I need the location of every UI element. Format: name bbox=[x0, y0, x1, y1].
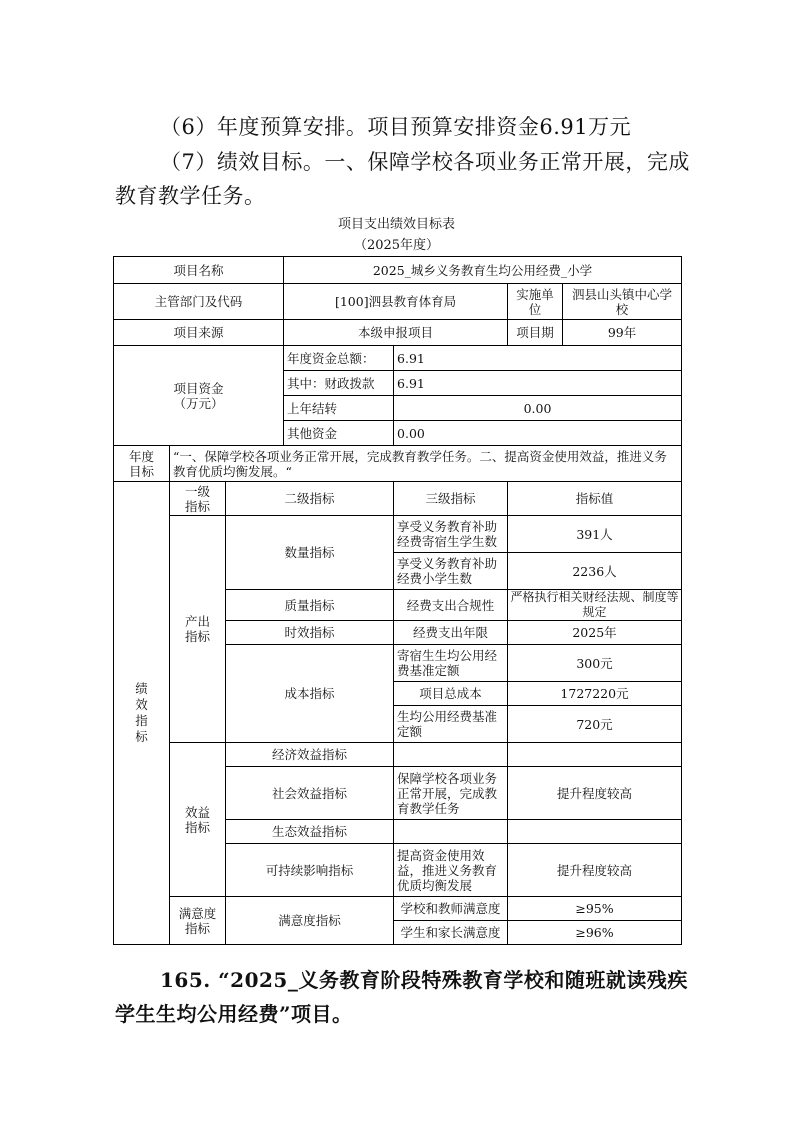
project-name-label: 项目名称 bbox=[114, 257, 284, 284]
social-name: 保障学校各项业务正常开展，完成教育教学任务 bbox=[394, 767, 508, 820]
funds-fiscal-label: 其中：财政拨款 bbox=[284, 371, 394, 396]
funds-carryover-label: 上年结转 bbox=[284, 396, 394, 421]
eco-name bbox=[394, 820, 508, 844]
eco-value bbox=[508, 820, 682, 844]
funds-other-label: 其他资金 bbox=[284, 421, 394, 446]
output-indicators-label: 产出指标 bbox=[170, 516, 226, 743]
project-name-value: 2025_城乡义务教育生均公用经费_小学 bbox=[284, 257, 682, 284]
funds-other-value: 0.00 bbox=[394, 421, 682, 446]
header-level1: 一级指标 bbox=[170, 482, 226, 516]
satisfaction-name: 学生和家长满意度 bbox=[394, 921, 508, 945]
paragraph-goal-line2: 教育教学任务。 bbox=[115, 184, 266, 208]
sustain-name: 提高资金使用效益，推进义务教育优质均衡发展 bbox=[394, 844, 508, 897]
header-level3: 三级指标 bbox=[394, 482, 508, 516]
cost-value: 720元 bbox=[508, 706, 682, 743]
cost-value: 1727220元 bbox=[508, 682, 682, 706]
time-value: 2025年 bbox=[508, 621, 682, 645]
economic-value bbox=[508, 743, 682, 767]
quality-name: 经费支出合规性 bbox=[394, 590, 508, 621]
benefit-indicators-label: 效益指标 bbox=[170, 743, 226, 897]
eco-indicators-label: 生态效益指标 bbox=[226, 820, 394, 844]
annual-goal-label: 年度目标 bbox=[114, 446, 170, 482]
quantity-name: 享受义务教育补助经费小学生数 bbox=[394, 553, 508, 590]
cost-name: 项目总成本 bbox=[394, 682, 508, 706]
cost-indicators-label: 成本指标 bbox=[226, 645, 394, 743]
paragraph-goal-line1: （7）绩效目标。一、保障学校各项业务正常开展，完成 bbox=[160, 150, 690, 174]
table-year: （2025年度） bbox=[353, 238, 440, 253]
funds-label: 项目资金（万元） bbox=[114, 346, 284, 446]
social-value: 提升程度较高 bbox=[508, 767, 682, 820]
funds-total-label: 年度资金总额： bbox=[284, 346, 394, 371]
perf-indicators-label: 绩效指标 bbox=[114, 482, 170, 945]
economic-indicators-label: 经济效益指标 bbox=[226, 743, 394, 767]
sustain-value: 提升程度较高 bbox=[508, 844, 682, 897]
quantity-value: 2236人 bbox=[508, 553, 682, 590]
satisfaction-l1-label: 满意度指标 bbox=[170, 897, 226, 945]
economic-name bbox=[394, 743, 508, 767]
sustain-indicators-label: 可持续影响指标 bbox=[226, 844, 394, 897]
period-label: 项目期 bbox=[508, 320, 563, 346]
time-name: 经费支出年限 bbox=[394, 621, 508, 645]
quantity-indicators-label: 数量指标 bbox=[226, 516, 394, 590]
dept-value: [100]泗县教育体育局 bbox=[284, 284, 508, 320]
funds-fiscal-value: 6.91 bbox=[394, 371, 682, 396]
quantity-name: 享受义务教育补助经费寄宿生学生数 bbox=[394, 516, 508, 553]
paragraph-165-line1: 165. “2025_义务教育阶段特殊教育学校和随班就读残疾 bbox=[160, 968, 688, 992]
quality-value: 严格执行相关财经法规、制度等规定 bbox=[508, 590, 682, 621]
paragraph-budget: （6）年度预算安排。项目预算安排资金6.91万元 bbox=[160, 115, 632, 139]
dept-label: 主管部门及代码 bbox=[114, 284, 284, 320]
paragraph-165-line2: 学生生均公用经费”项目。 bbox=[115, 1002, 353, 1026]
period-value: 99年 bbox=[563, 320, 682, 346]
funds-carryover-value: 0.00 bbox=[394, 396, 682, 421]
quality-indicators-label: 质量指标 bbox=[226, 590, 394, 621]
impl-unit-value: 泗县山头镇中心学校 bbox=[563, 284, 682, 320]
funds-total-value: 6.91 bbox=[394, 346, 682, 371]
performance-target-table bbox=[113, 256, 682, 945]
satisfaction-value: ≥96% bbox=[508, 921, 682, 945]
impl-unit-label: 实施单位 bbox=[508, 284, 563, 320]
cost-name: 生均公用经费基准定额 bbox=[394, 706, 508, 743]
satisfaction-l2-label: 满意度指标 bbox=[226, 897, 394, 945]
header-level2: 二级指标 bbox=[226, 482, 394, 516]
social-indicators-label: 社会效益指标 bbox=[226, 767, 394, 820]
satisfaction-value: ≥95% bbox=[508, 897, 682, 921]
cost-name: 寄宿生生均公用经费基准定额 bbox=[394, 645, 508, 682]
time-indicators-label: 时效指标 bbox=[226, 621, 394, 645]
header-value: 指标值 bbox=[508, 482, 682, 516]
annual-goal-value: “一、保障学校各项业务正常开展，完成教育教学任务。二、提高资金使用效益，推进义务教育优质均衡发展。“ bbox=[170, 446, 682, 482]
satisfaction-name: 学校和教师满意度 bbox=[394, 897, 508, 921]
table-title: 项目支出绩效目标表 bbox=[337, 217, 455, 232]
cost-value: 300元 bbox=[508, 645, 682, 682]
source-label: 项目来源 bbox=[114, 320, 284, 346]
quantity-value: 391人 bbox=[508, 516, 682, 553]
source-value: 本级申报项目 bbox=[284, 320, 508, 346]
